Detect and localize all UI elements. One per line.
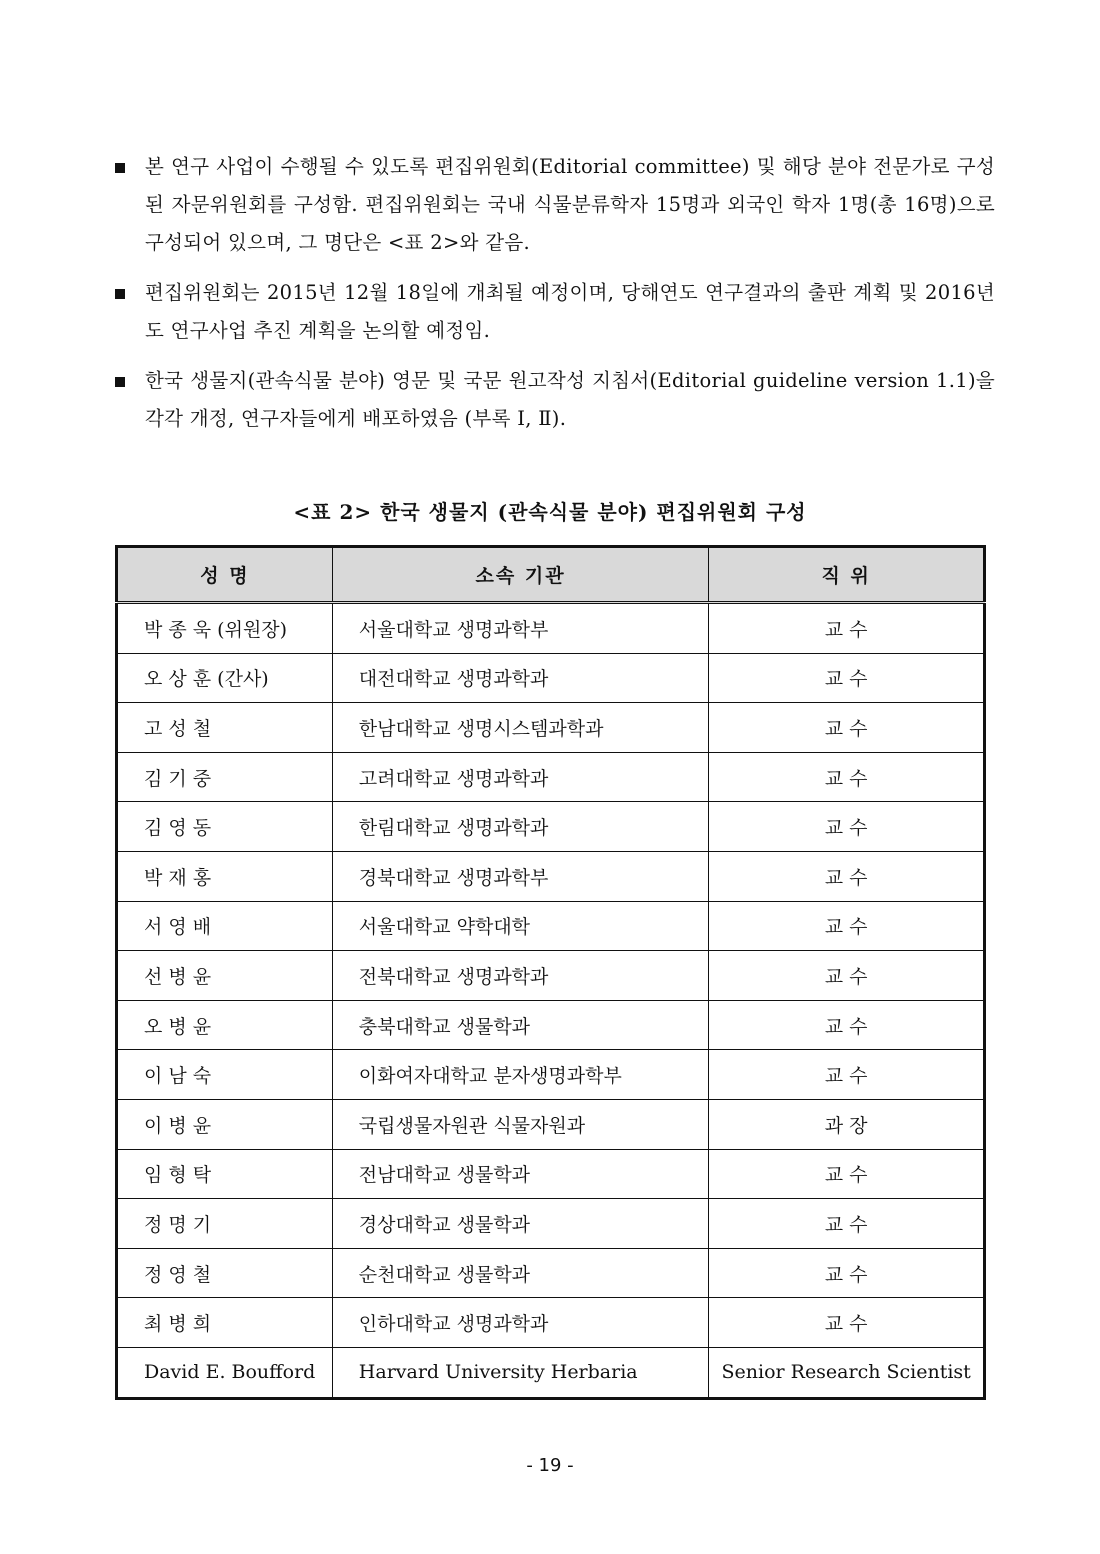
member-affiliation: 인하대학교 생명과학과 xyxy=(332,1298,709,1348)
table-row xyxy=(117,703,985,753)
member-affiliation: 전남대학교 생물학과 xyxy=(332,1149,709,1199)
member-position: Senior Research Scientist xyxy=(709,1347,985,1398)
square-bullet-icon xyxy=(115,289,125,299)
member-name: 김 영 동 xyxy=(117,802,333,852)
table-caption: <표 2> 한국 생물지 (관속식물 분야) 편집위원회 구성 xyxy=(293,500,807,524)
member-position: 교 수 xyxy=(709,802,985,852)
member-affiliation: 이화여자대학교 분자생명과학부 xyxy=(332,1050,709,1100)
member-name: David E. Boufford xyxy=(117,1347,333,1398)
member-name: 고 성 철 xyxy=(117,703,333,753)
member-name: 박 종 욱 (위원장) xyxy=(117,603,333,654)
member-position: 교 수 xyxy=(709,1248,985,1298)
member-position: 교 수 xyxy=(709,752,985,802)
member-position: 교 수 xyxy=(709,653,985,703)
member-affiliation: 경북대학교 생명과학부 xyxy=(332,851,709,901)
bullet-item xyxy=(115,362,995,438)
member-position: 교 수 xyxy=(709,1298,985,1348)
member-name: 정 영 철 xyxy=(117,1248,333,1298)
member-name: 박 재 홍 xyxy=(117,851,333,901)
member-name: 이 병 윤 xyxy=(117,1099,333,1149)
header-position: 직 위 xyxy=(709,547,985,603)
bullet-text: 편집위원회는 2015년 12월 18일에 개최될 예정이며, 당해연도 연구결과의 출판 계획 및 2016년도 연구사업 추진 계획을 논의할 예정임. xyxy=(145,281,996,342)
member-position: 교 수 xyxy=(709,1000,985,1050)
member-name: 이 남 숙 xyxy=(117,1050,333,1100)
member-name: 최 병 희 xyxy=(117,1298,333,1348)
table-row xyxy=(117,1099,985,1149)
member-name: 정 명 기 xyxy=(117,1199,333,1249)
member-position: 과 장 xyxy=(709,1099,985,1149)
member-affiliation: 충북대학교 생물학과 xyxy=(332,1000,709,1050)
table-header-row xyxy=(117,547,985,603)
member-position: 교 수 xyxy=(709,603,985,654)
table-row xyxy=(117,851,985,901)
square-bullet-icon xyxy=(115,163,125,173)
bullet-text: 한국 생물지(관속식물 분야) 영문 및 국문 원고작성 지침서(Editorial guideline version 1.1)을 각각 개정, 연구자들에게 배포하였음 (부록 Ⅰ, Ⅱ). xyxy=(145,369,995,430)
member-name: 서 영 배 xyxy=(117,901,333,951)
bullet-text: 본 연구 사업이 수행될 수 있도록 편집위원회(Editorial committee) 및 해당 분야 전문가로 구성된 자문위원회를 구성함. 편집위원회는 국내 식물분류학자 15명과 외국인 학자 1명(총 16명)으로 구성되어 있으며, 그 명단은 <표 2>와 같음. xyxy=(145,155,995,254)
member-affiliation: 한림대학교 생명과학과 xyxy=(332,802,709,852)
member-affiliation: 순천대학교 생물학과 xyxy=(332,1248,709,1298)
bullet-item xyxy=(115,148,995,262)
header-name: 성 명 xyxy=(117,547,333,603)
member-affiliation: 국립생물자원관 식물자원과 xyxy=(332,1099,709,1149)
table-row xyxy=(117,603,985,654)
square-bullet-icon xyxy=(115,377,125,387)
table-row xyxy=(117,951,985,1001)
member-affiliation: 경상대학교 생물학과 xyxy=(332,1199,709,1249)
member-position: 교 수 xyxy=(709,901,985,951)
table-row xyxy=(117,1199,985,1249)
header-affiliation: 소속 기관 xyxy=(332,547,709,603)
member-position: 교 수 xyxy=(709,1149,985,1199)
bullet-item xyxy=(115,274,995,350)
member-affiliation: 전북대학교 생명과학과 xyxy=(332,951,709,1001)
member-affiliation: 서울대학교 생명과학부 xyxy=(332,603,709,654)
table-row xyxy=(117,1000,985,1050)
page-number: - 19 - xyxy=(526,1455,574,1476)
table-row xyxy=(117,653,985,703)
member-name: 김 기 중 xyxy=(117,752,333,802)
member-position: 교 수 xyxy=(709,1199,985,1249)
member-name: 오 병 윤 xyxy=(117,1000,333,1050)
committee-table xyxy=(115,545,986,1400)
member-affiliation: 서울대학교 약학대학 xyxy=(332,901,709,951)
member-affiliation: 한남대학교 생명시스템과학과 xyxy=(332,703,709,753)
member-name: 오 상 훈 (간사) xyxy=(117,653,333,703)
table-row xyxy=(117,802,985,852)
table-row xyxy=(117,901,985,951)
member-affiliation: 고려대학교 생명과학과 xyxy=(332,752,709,802)
table-row xyxy=(117,1248,985,1298)
member-affiliation: 대전대학교 생명과학과 xyxy=(332,653,709,703)
table-row xyxy=(117,1050,985,1100)
table-row xyxy=(117,752,985,802)
member-affiliation: Harvard University Herbaria xyxy=(332,1347,709,1398)
member-position: 교 수 xyxy=(709,951,985,1001)
table-row xyxy=(117,1149,985,1199)
member-position: 교 수 xyxy=(709,1050,985,1100)
member-name: 임 형 탁 xyxy=(117,1149,333,1199)
bullet-list xyxy=(115,148,995,450)
table-row xyxy=(117,1298,985,1348)
table-row xyxy=(117,1347,985,1398)
member-name: 선 병 윤 xyxy=(117,951,333,1001)
member-position: 교 수 xyxy=(709,703,985,753)
member-position: 교 수 xyxy=(709,851,985,901)
